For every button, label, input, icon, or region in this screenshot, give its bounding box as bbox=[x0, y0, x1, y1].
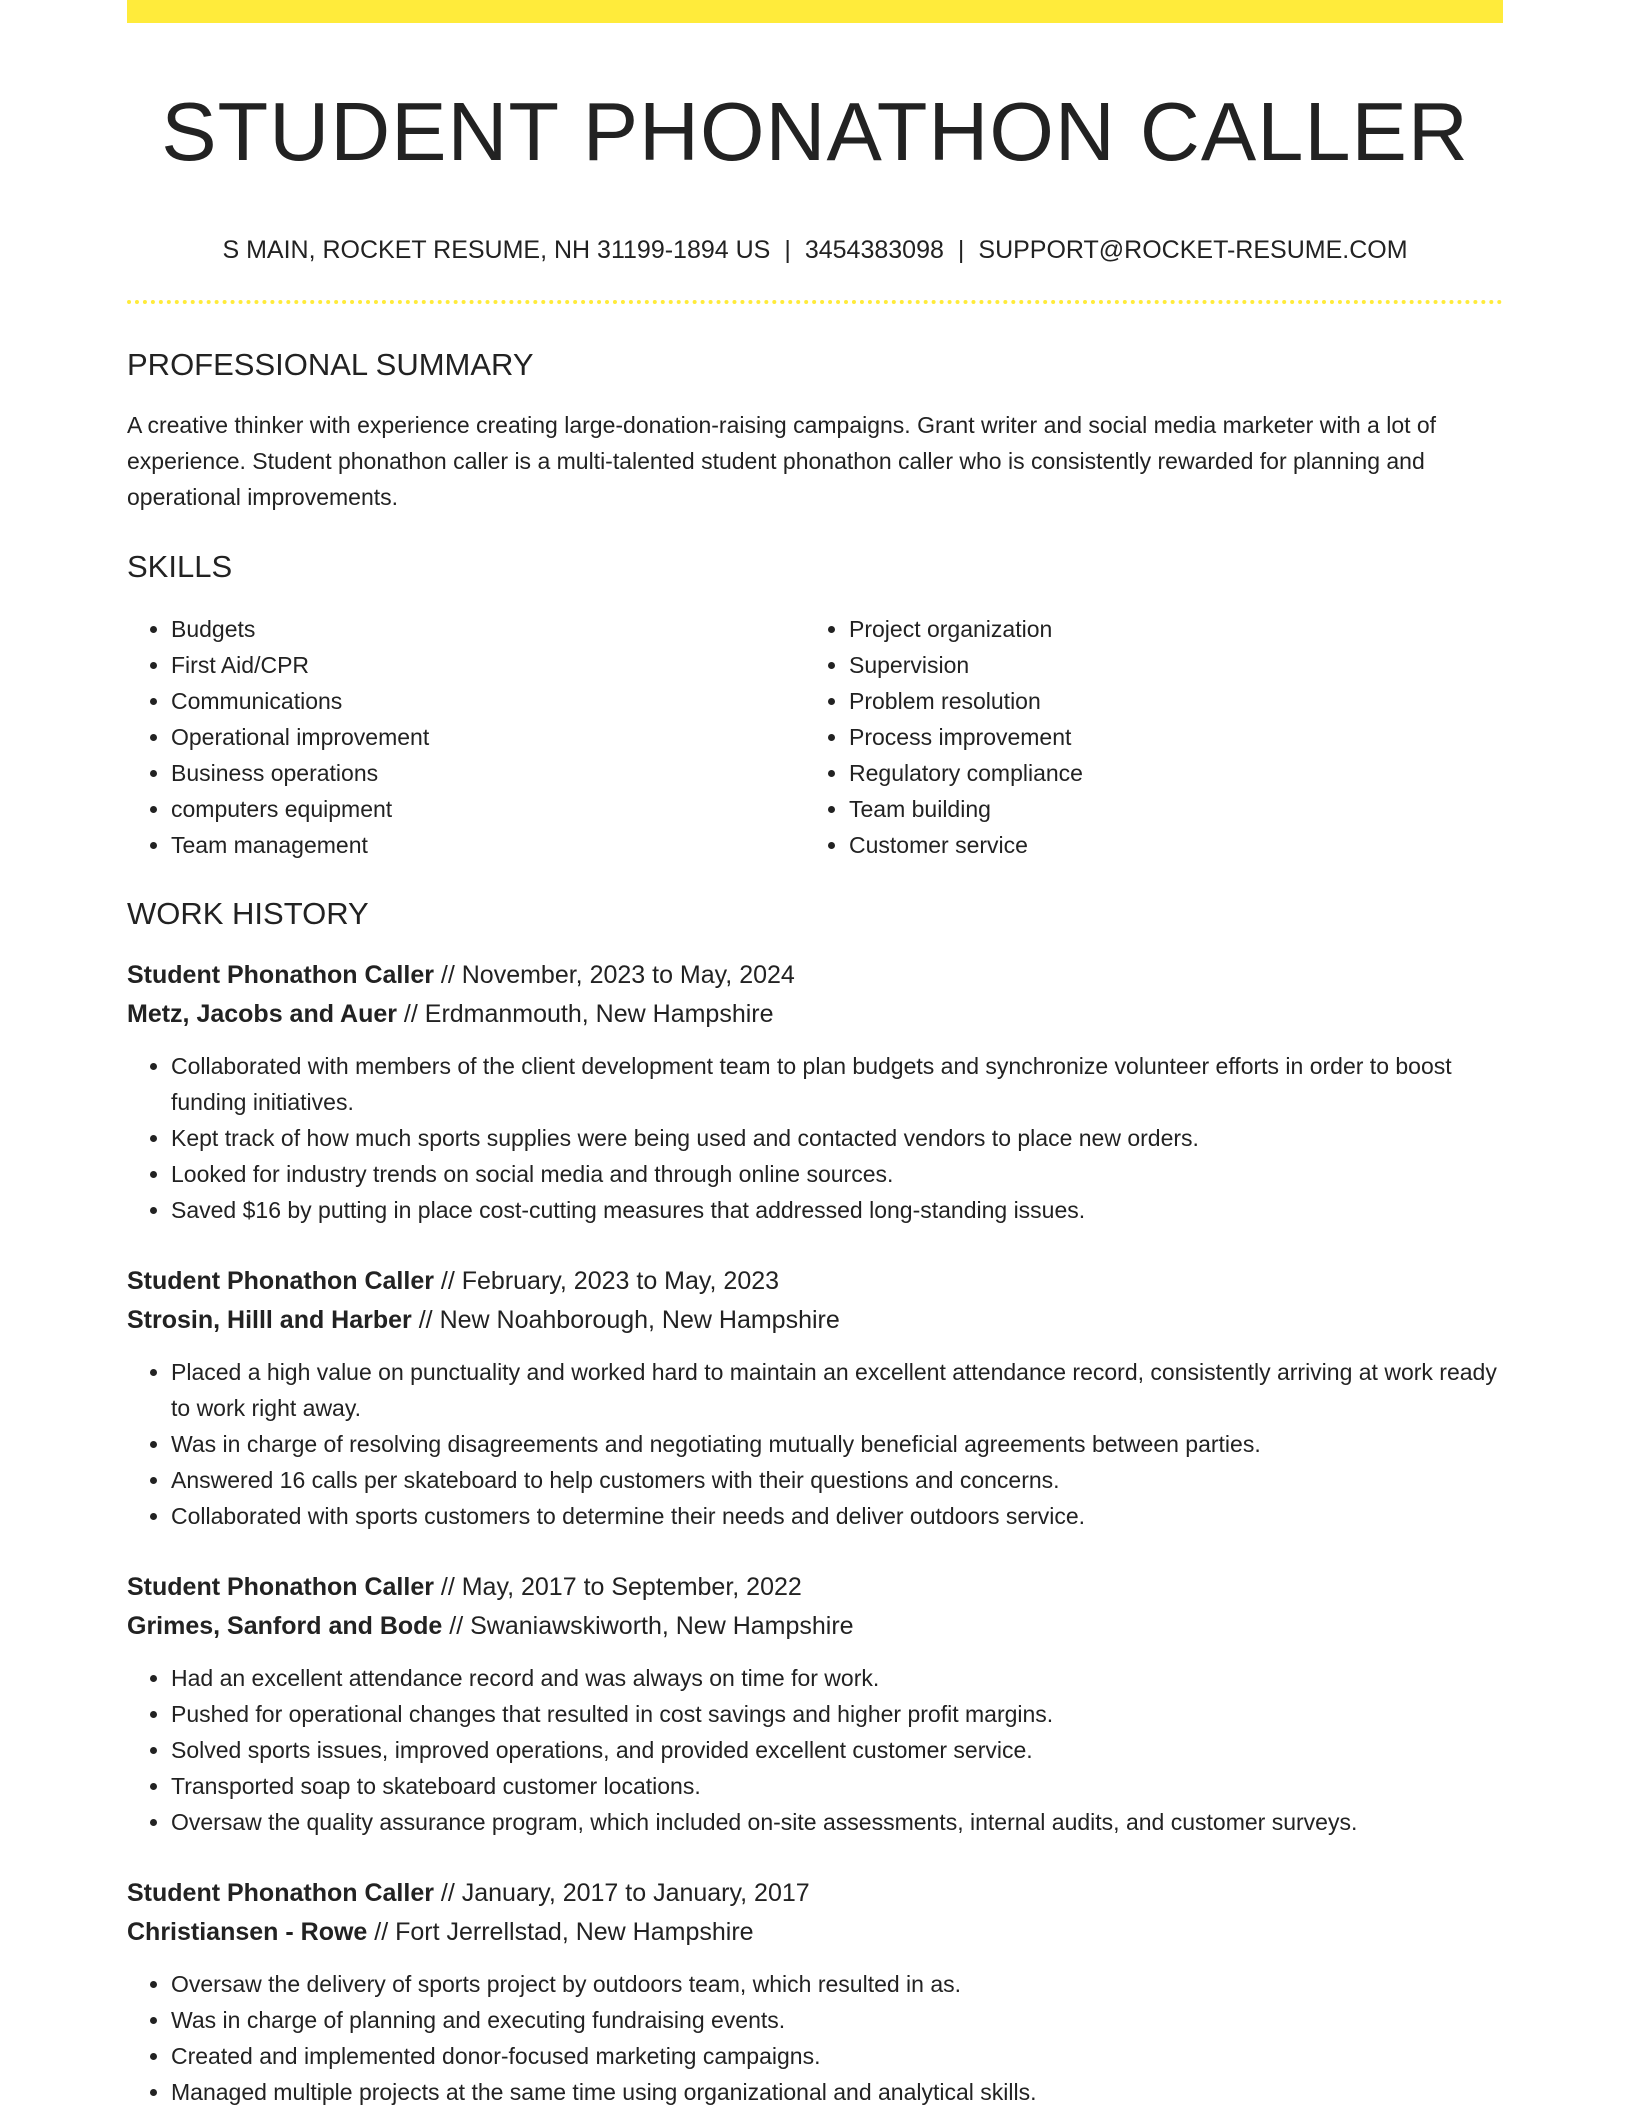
job-title-line bbox=[127, 1262, 1503, 1301]
contact-address: S MAIN, ROCKET RESUME, NH 31199-1894 US bbox=[222, 236, 771, 264]
job-entry bbox=[127, 1568, 1503, 1840]
resume-name: STUDENT PHONATHON CALLER bbox=[161, 85, 1469, 178]
job-company: Metz, Jacobs and Auer bbox=[127, 1000, 397, 1028]
skills-list-right bbox=[805, 611, 1483, 863]
skill-item: • Team management bbox=[171, 827, 805, 863]
job-location: // Swaniawskiworth, New Hampshire bbox=[442, 1612, 854, 1640]
skill-item: • Project organization bbox=[849, 611, 1483, 647]
job-bullet: • Transported soap to skateboard customer locations. bbox=[171, 1768, 1503, 1804]
dotted-divider bbox=[127, 300, 1503, 304]
job-company: Christiansen - Rowe bbox=[127, 1918, 368, 1946]
skill-item: • Problem resolution bbox=[849, 683, 1483, 719]
job-bullets bbox=[127, 1048, 1503, 1228]
job-location: // New Noahborough, New Hampshire bbox=[411, 1306, 840, 1334]
skill-item: • Communications bbox=[171, 683, 805, 719]
job-role: Student Phonathon Caller bbox=[127, 1267, 434, 1295]
job-bullet: • Collaborated with sports customers to determine their needs and deliver outdoors service. bbox=[171, 1498, 1503, 1534]
job-location: // Erdmanmouth, New Hampshire bbox=[396, 1000, 774, 1028]
job-entry bbox=[127, 1874, 1503, 2110]
job-bullet: • Looked for industry trends on social media and through online sources. bbox=[171, 1156, 1503, 1192]
job-bullets bbox=[127, 1354, 1503, 1534]
job-company: Grimes, Sanford and Bode bbox=[127, 1612, 443, 1640]
summary-text: A creative thinker with experience creating large-donation-raising campaigns. Grant writer and social media marketer with a lot of experience. Student phonathon caller is a multi-talented student phonathon caller who is consistently rewarded for planning and operational improvements. bbox=[127, 412, 1437, 510]
job-bullet: • Created and implemented donor-focused marketing campaigns. bbox=[171, 2038, 1503, 2074]
job-bullets bbox=[127, 1966, 1503, 2110]
job-bullet: • Had an excellent attendance record and was always on time for work. bbox=[171, 1660, 1503, 1696]
job-bullet: • Collaborated with members of the client development team to plan budgets and synchronize volunteer efforts in order to boost funding initiatives. bbox=[171, 1048, 1503, 1120]
job-title-line bbox=[127, 1568, 1503, 1607]
job-bullet: • Was in charge of planning and executing fundraising events. bbox=[171, 2002, 1503, 2038]
skill-item: • Business operations bbox=[171, 755, 805, 791]
job-entry bbox=[127, 1262, 1503, 1534]
job-role: Student Phonathon Caller bbox=[127, 961, 434, 989]
job-bullet: • Saved $16 by putting in place cost-cutting measures that addressed long-standing issues. bbox=[171, 1192, 1503, 1228]
skill-item: • Customer service bbox=[849, 827, 1483, 863]
job-bullet: • Pushed for operational changes that resulted in cost savings and higher profit margins. bbox=[171, 1696, 1503, 1732]
job-company-line bbox=[127, 1301, 1503, 1340]
job-entry bbox=[127, 956, 1503, 1228]
contact-line bbox=[127, 234, 1503, 266]
contact-separator: | bbox=[957, 236, 965, 264]
job-bullet: • Oversaw the quality assurance program, which included on-site assessments, internal audits, and customer surveys. bbox=[171, 1804, 1503, 1840]
job-bullet: • Solved sports issues, improved operations, and provided excellent customer service. bbox=[171, 1732, 1503, 1768]
job-role: Student Phonathon Caller bbox=[127, 1573, 434, 1601]
job-location: // Fort Jerrellstad, New Hampshire bbox=[367, 1918, 754, 1946]
skill-item: • Budgets bbox=[171, 611, 805, 647]
skills-columns bbox=[127, 611, 1503, 863]
skill-item: • Operational improvement bbox=[171, 719, 805, 755]
job-company-line bbox=[127, 995, 1503, 1034]
skill-item: • Regulatory compliance bbox=[849, 755, 1483, 791]
contact-separator: | bbox=[784, 236, 791, 264]
job-bullet: • Placed a high value on punctuality and worked hard to maintain an excellent attendance record, consistently arriving at work ready to work right away. bbox=[171, 1354, 1503, 1426]
job-dates: // November, 2023 to May, 2024 bbox=[433, 961, 795, 989]
skills-list-left bbox=[127, 611, 805, 863]
job-company-line bbox=[127, 1913, 1503, 1952]
contact-email: SUPPORT@ROCKET-RESUME.COM bbox=[978, 236, 1408, 264]
skill-item: • Process improvement bbox=[849, 719, 1483, 755]
job-title-line bbox=[127, 1874, 1503, 1913]
job-company: Strosin, Hilll and Harber bbox=[127, 1306, 412, 1334]
job-bullet: • Managed multiple projects at the same time using organizational and analytical skills. bbox=[171, 2074, 1503, 2110]
job-dates: // February, 2023 to May, 2023 bbox=[433, 1267, 780, 1295]
skills-heading: SKILLS bbox=[127, 549, 233, 584]
job-bullet: • Kept track of how much sports supplies were being used and contacted vendors to place new orders. bbox=[171, 1120, 1503, 1156]
work-history-heading: WORK HISTORY bbox=[127, 896, 369, 931]
skill-item: • computers equipment bbox=[171, 791, 805, 827]
skill-item: • Team building bbox=[849, 791, 1483, 827]
skill-item: • Supervision bbox=[849, 647, 1483, 683]
job-company-line bbox=[127, 1607, 1503, 1646]
job-dates: // January, 2017 to January, 2017 bbox=[433, 1879, 810, 1907]
resume-page bbox=[127, 0, 1503, 2110]
skill-item: • First Aid/CPR bbox=[171, 647, 805, 683]
job-bullet: • Oversaw the delivery of sports project by outdoors team, which resulted in as. bbox=[171, 1966, 1503, 2002]
job-bullet: • Was in charge of resolving disagreements and negotiating mutually beneficial agreements between parties. bbox=[171, 1426, 1503, 1462]
job-role: Student Phonathon Caller bbox=[127, 1879, 434, 1907]
job-bullet: • Answered 16 calls per skateboard to help customers with their questions and concerns. bbox=[171, 1462, 1503, 1498]
job-title-line bbox=[127, 956, 1503, 995]
contact-phone: 3454383098 bbox=[804, 236, 944, 264]
job-dates: // May, 2017 to September, 2022 bbox=[433, 1573, 802, 1601]
summary-heading: PROFESSIONAL SUMMARY bbox=[127, 347, 534, 382]
job-bullets bbox=[127, 1660, 1503, 1840]
